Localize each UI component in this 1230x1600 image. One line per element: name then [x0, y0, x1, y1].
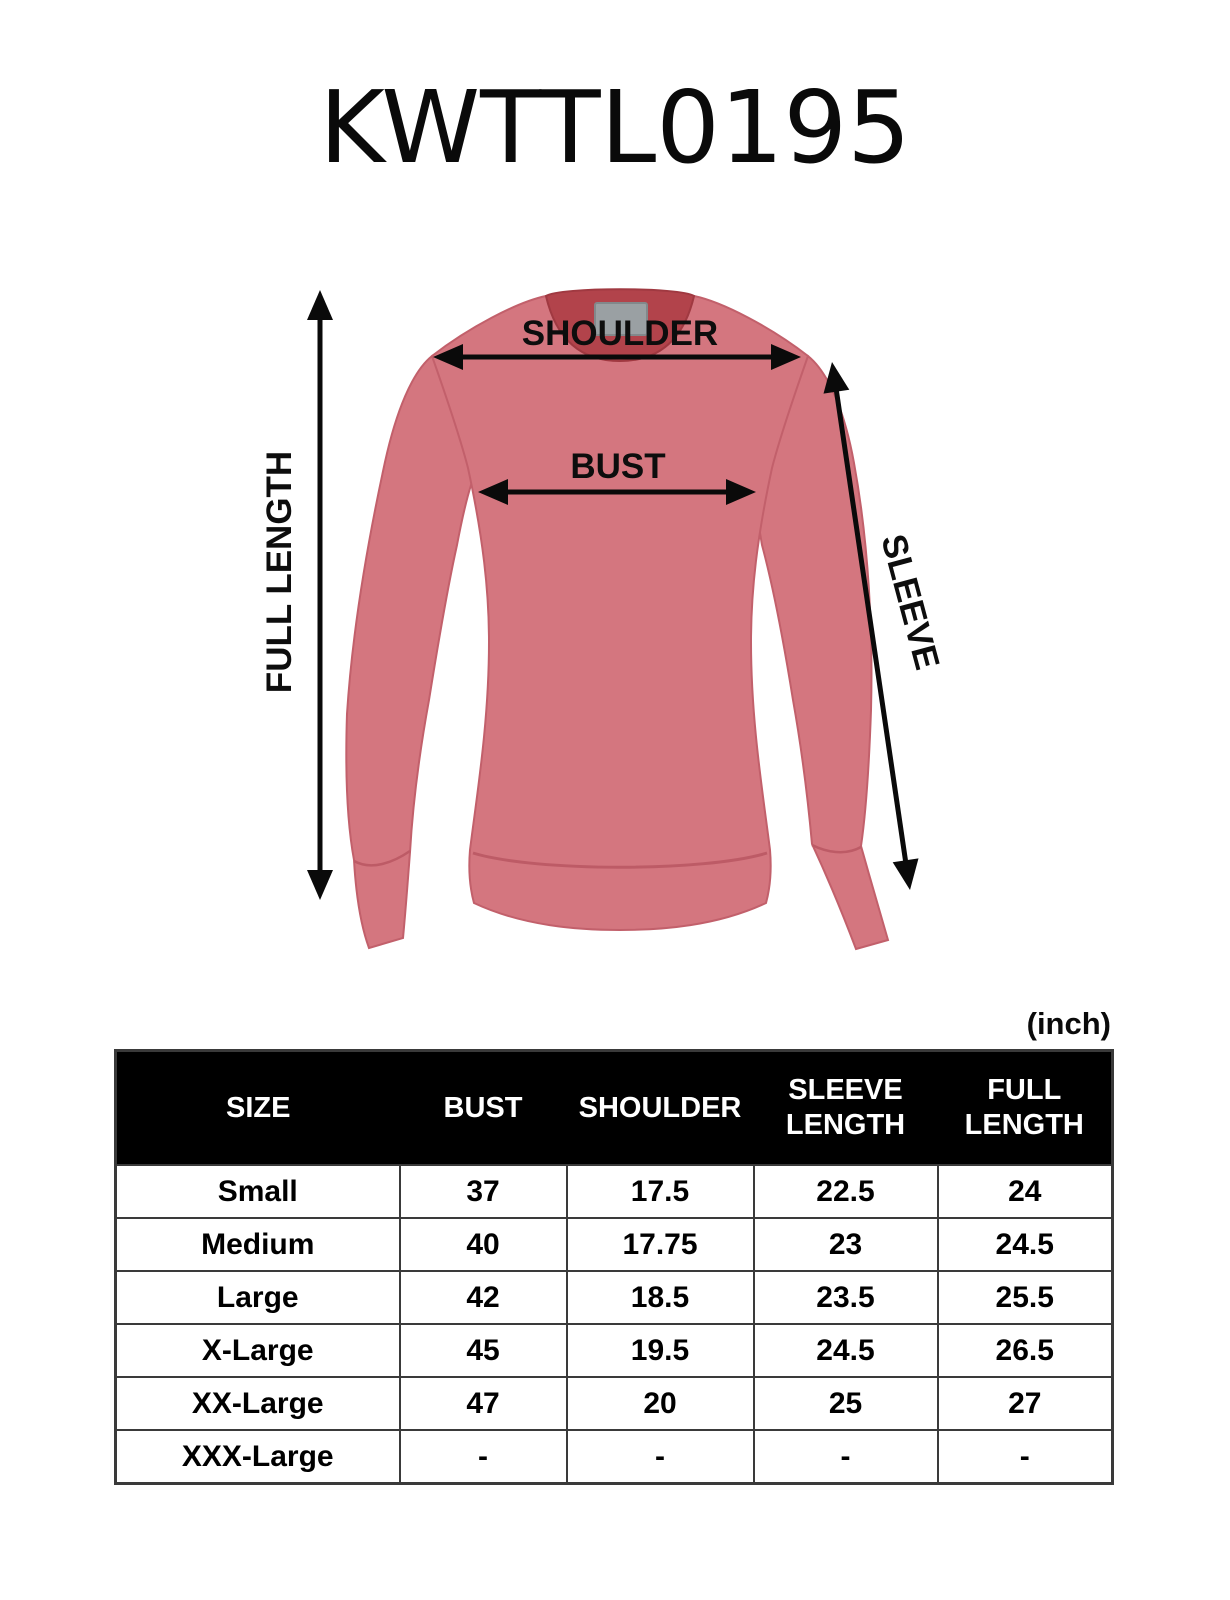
garment-torso	[432, 296, 808, 930]
full-length-arrow	[307, 290, 333, 900]
cell-size: XXX-Large	[116, 1430, 400, 1484]
cell-size: Medium	[116, 1218, 400, 1271]
column-header-shoulder: SHOULDER	[567, 1051, 754, 1166]
cell-shoulder: 19.5	[567, 1324, 754, 1377]
garment-illustration	[346, 289, 888, 949]
column-header-full-length: FULL LENGTH	[938, 1051, 1113, 1166]
cell-bust: -	[400, 1430, 567, 1484]
size-chart-body	[116, 1165, 1113, 1484]
cell-shoulder: 20	[567, 1377, 754, 1430]
cell-shoulder: 18.5	[567, 1271, 754, 1324]
shoulder-label: SHOULDER	[521, 314, 719, 353]
unit-note: (inch)	[1026, 1006, 1111, 1041]
cell-shoulder: 17.75	[567, 1218, 754, 1271]
cell-full-length: 27	[938, 1377, 1113, 1430]
cell-sleeve-length: 22.5	[754, 1165, 938, 1218]
cell-bust: 42	[400, 1271, 567, 1324]
cell-sleeve-length: 23	[754, 1218, 938, 1271]
column-header-bust: BUST	[400, 1051, 567, 1166]
cell-bust: 40	[400, 1218, 567, 1271]
cell-sleeve-length: 24.5	[754, 1324, 938, 1377]
cell-sleeve-length: 25	[754, 1377, 938, 1430]
cell-full-length: -	[938, 1430, 1113, 1484]
cell-sleeve-length: 23.5	[754, 1271, 938, 1324]
table-row-xx-large	[116, 1377, 1113, 1430]
table-row-xxx-large	[116, 1430, 1113, 1484]
cell-full-length: 24	[938, 1165, 1113, 1218]
table-row-medium	[116, 1218, 1113, 1271]
table-row-x-large	[116, 1324, 1113, 1377]
cell-sleeve-length: -	[754, 1430, 938, 1484]
garment-left-sleeve	[346, 356, 477, 948]
cell-size: Large	[116, 1271, 400, 1324]
cell-full-length: 25.5	[938, 1271, 1113, 1324]
table-row-small	[116, 1165, 1113, 1218]
size-chart-header	[116, 1051, 1113, 1166]
size-chart-table	[114, 1049, 1114, 1485]
product-code-title: KWTTL0195	[319, 69, 911, 186]
header-row	[116, 1051, 1113, 1166]
cell-size: Small	[116, 1165, 400, 1218]
cell-size: XX-Large	[116, 1377, 400, 1430]
cell-bust: 45	[400, 1324, 567, 1377]
sleeve-label: SLEEVE	[873, 530, 947, 674]
column-header-size: SIZE	[116, 1051, 400, 1166]
cell-size: X-Large	[116, 1324, 400, 1377]
full-length-label: FULL LENGTH	[260, 450, 299, 694]
table-row-large	[116, 1271, 1113, 1324]
cell-shoulder: 17.5	[567, 1165, 754, 1218]
cell-bust: 37	[400, 1165, 567, 1218]
cell-bust: 47	[400, 1377, 567, 1430]
cell-full-length: 26.5	[938, 1324, 1113, 1377]
cell-full-length: 24.5	[938, 1218, 1113, 1271]
cell-shoulder: -	[567, 1430, 754, 1484]
column-header-sleeve-length: SLEEVE LENGTH	[754, 1051, 938, 1166]
bust-label: BUST	[570, 447, 666, 486]
